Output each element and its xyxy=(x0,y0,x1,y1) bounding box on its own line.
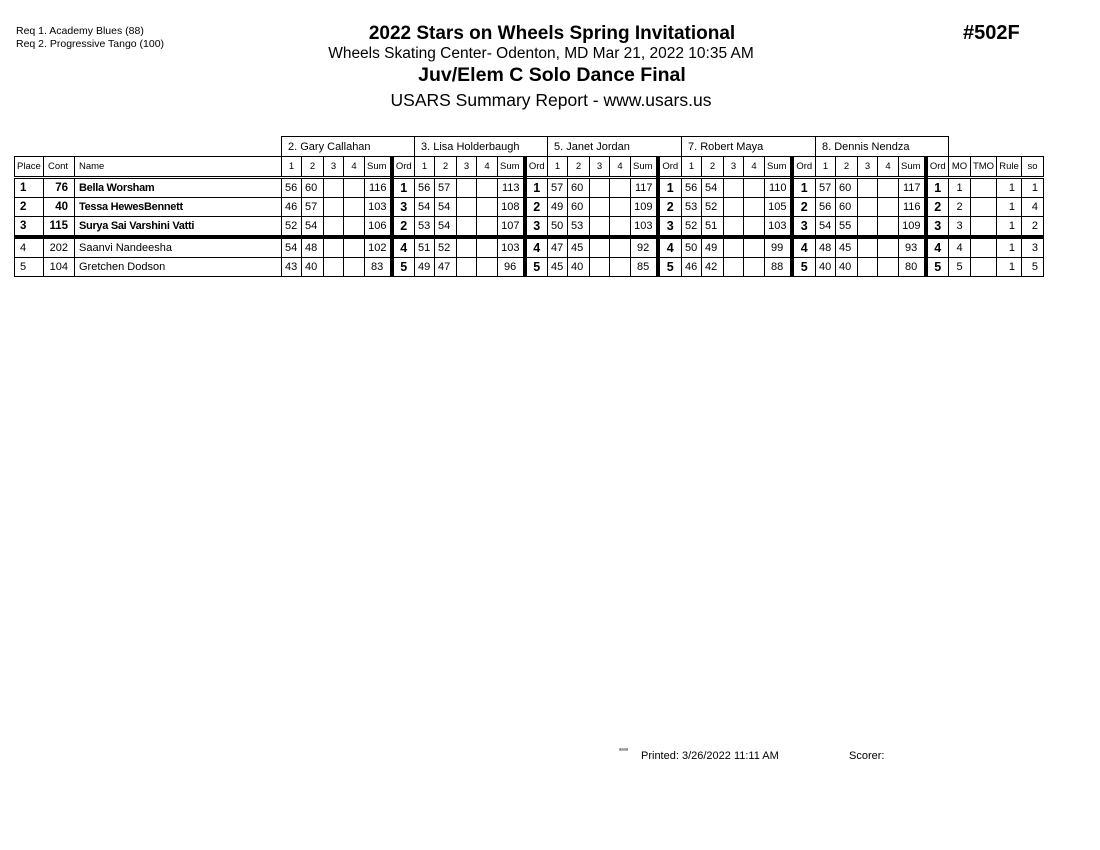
ordinal-cell: 3 xyxy=(525,217,548,238)
so-cell: 2 xyxy=(1022,217,1044,238)
tmo-cell xyxy=(971,258,997,277)
score-4-cell xyxy=(610,217,631,238)
table-row xyxy=(15,178,1044,198)
tmo-cell xyxy=(971,198,997,217)
event-title: Juv/Elem C Solo Dance Final xyxy=(418,64,686,86)
col-header-judge-3-4: 4 xyxy=(610,157,631,178)
col-header-judge-2-sum: Sum xyxy=(498,157,525,178)
col-header-judge-2-3: 3 xyxy=(457,157,477,178)
col-header-judge-1-1: 1 xyxy=(282,157,302,178)
col-header-judge-2-4: 4 xyxy=(477,157,498,178)
ordinal-cell: 2 xyxy=(392,217,415,238)
score-3-cell xyxy=(724,237,744,258)
col-header-judge-4-1: 1 xyxy=(682,157,702,178)
score-3-cell xyxy=(858,258,878,277)
column-header-row xyxy=(15,157,1044,178)
score-3-cell xyxy=(724,198,744,217)
score-3-cell xyxy=(590,258,610,277)
required-dance-2: Req 2. Progressive Tango (100) xyxy=(16,38,165,50)
score-1-cell: 52 xyxy=(682,217,702,238)
score-1-cell: 48 xyxy=(816,237,836,258)
score-2-cell: 54 xyxy=(435,217,457,238)
contestant-number-cell: 115 xyxy=(44,217,75,238)
score-4-cell xyxy=(610,258,631,277)
sum-cell: 109 xyxy=(899,217,926,238)
ordinal-cell: 3 xyxy=(792,217,816,238)
table-row xyxy=(15,217,1044,238)
score-3-cell xyxy=(324,258,344,277)
col-header-judge-3-ord: Ord xyxy=(658,157,682,178)
col-header-judge-4-3: 3 xyxy=(724,157,744,178)
score-4-cell xyxy=(344,237,365,258)
score-3-cell xyxy=(457,217,477,238)
col-header-judge-1-2: 2 xyxy=(302,157,324,178)
col-header-judge-5-2: 2 xyxy=(836,157,858,178)
col-header-judge-1-4: 4 xyxy=(344,157,365,178)
judge-header: 7. Robert Maya xyxy=(682,137,816,157)
score-3-cell xyxy=(858,217,878,238)
results-table xyxy=(14,136,1044,277)
print-code: ᵃᵃᵃᵃ xyxy=(619,748,628,754)
required-dance-1: Req 1. Academy Blues (88) xyxy=(16,25,144,37)
score-1-cell: 57 xyxy=(548,178,568,198)
place-cell: 3 xyxy=(15,217,44,238)
col-header-judge-3-2: 2 xyxy=(568,157,590,178)
score-1-cell: 54 xyxy=(282,237,302,258)
score-1-cell: 51 xyxy=(415,237,435,258)
score-2-cell: 55 xyxy=(836,217,858,238)
so-cell: 3 xyxy=(1022,237,1044,258)
score-3-cell xyxy=(457,178,477,198)
ordinal-cell: 5 xyxy=(392,258,415,277)
so-cell: 5 xyxy=(1022,258,1044,277)
sum-cell: 116 xyxy=(365,178,392,198)
score-3-cell xyxy=(858,178,878,198)
sum-cell: 106 xyxy=(365,217,392,238)
score-2-cell: 60 xyxy=(568,198,590,217)
col-header-judge-1-sum: Sum xyxy=(365,157,392,178)
score-2-cell: 57 xyxy=(302,198,324,217)
score-3-cell xyxy=(724,178,744,198)
judge-header: 2. Gary Callahan xyxy=(282,137,415,157)
contestant-number-cell: 76 xyxy=(44,178,75,198)
col-header-judge-4-ord: Ord xyxy=(792,157,816,178)
rule-cell: 1 xyxy=(997,237,1022,258)
score-2-cell: 60 xyxy=(836,198,858,217)
score-2-cell: 42 xyxy=(702,258,724,277)
score-2-cell: 48 xyxy=(302,237,324,258)
score-4-cell xyxy=(878,198,899,217)
sum-cell: 99 xyxy=(765,237,792,258)
score-4-cell xyxy=(878,237,899,258)
judges-row xyxy=(15,137,1044,157)
score-1-cell: 49 xyxy=(548,198,568,217)
score-4-cell xyxy=(344,217,365,238)
score-1-cell: 46 xyxy=(282,198,302,217)
score-2-cell: 45 xyxy=(836,237,858,258)
score-4-cell xyxy=(344,258,365,277)
score-3-cell xyxy=(590,217,610,238)
col-header-judge-5-3: 3 xyxy=(858,157,878,178)
col-header-judge-5-4: 4 xyxy=(878,157,899,178)
place-cell: 1 xyxy=(15,178,44,198)
score-2-cell: 52 xyxy=(435,237,457,258)
sum-cell: 85 xyxy=(631,258,658,277)
ordinal-cell: 4 xyxy=(792,237,816,258)
score-4-cell xyxy=(344,178,365,198)
score-1-cell: 45 xyxy=(548,258,568,277)
score-4-cell xyxy=(610,178,631,198)
ordinal-cell: 4 xyxy=(926,237,949,258)
score-4-cell xyxy=(744,258,765,277)
location-datetime: Wheels Skating Center- Odenton, MD Mar 21, 2022 10:35 AM xyxy=(328,45,754,62)
ordinal-cell: 1 xyxy=(658,178,682,198)
sum-cell: 117 xyxy=(899,178,926,198)
sum-cell: 103 xyxy=(498,237,525,258)
score-1-cell: 53 xyxy=(415,217,435,238)
ordinal-cell: 3 xyxy=(658,217,682,238)
sum-cell: 103 xyxy=(365,198,392,217)
score-4-cell xyxy=(610,198,631,217)
sum-cell: 110 xyxy=(765,178,792,198)
contestant-number-cell: 40 xyxy=(44,198,75,217)
col-header-judge-3-sum: Sum xyxy=(631,157,658,178)
ordinal-cell: 4 xyxy=(392,237,415,258)
score-3-cell xyxy=(324,217,344,238)
so-cell: 4 xyxy=(1022,198,1044,217)
contestant-number-cell: 104 xyxy=(44,258,75,277)
ordinal-cell: 5 xyxy=(792,258,816,277)
score-2-cell: 40 xyxy=(302,258,324,277)
contestant-number-cell: 202 xyxy=(44,237,75,258)
competition-title: 2022 Stars on Wheels Spring Invitational xyxy=(368,23,736,44)
col-header-so: so xyxy=(1022,157,1044,178)
table-row xyxy=(15,258,1044,277)
col-header-judge-3-1: 1 xyxy=(548,157,568,178)
sum-cell: 113 xyxy=(498,178,525,198)
score-3-cell xyxy=(324,178,344,198)
score-3-cell xyxy=(590,198,610,217)
so-cell: 1 xyxy=(1022,178,1044,198)
score-2-cell: 57 xyxy=(435,178,457,198)
sum-cell: 80 xyxy=(899,258,926,277)
score-1-cell: 56 xyxy=(415,178,435,198)
score-4-cell xyxy=(477,198,498,217)
score-3-cell xyxy=(724,258,744,277)
score-2-cell: 54 xyxy=(702,178,724,198)
mo-cell: 4 xyxy=(949,237,971,258)
sum-cell: 103 xyxy=(765,217,792,238)
sum-cell: 107 xyxy=(498,217,525,238)
score-1-cell: 43 xyxy=(282,258,302,277)
sum-cell: 117 xyxy=(631,178,658,198)
score-2-cell: 45 xyxy=(568,237,590,258)
score-2-cell: 47 xyxy=(435,258,457,277)
score-4-cell xyxy=(744,217,765,238)
score-3-cell xyxy=(590,178,610,198)
sum-cell: 88 xyxy=(765,258,792,277)
sum-cell: 116 xyxy=(899,198,926,217)
col-header-place: Place xyxy=(15,157,44,178)
ordinal-cell: 5 xyxy=(525,258,548,277)
score-2-cell: 52 xyxy=(702,198,724,217)
col-header-judge-5-sum: Sum xyxy=(899,157,926,178)
score-3-cell xyxy=(858,237,878,258)
col-header-tmo: TMO xyxy=(971,157,997,178)
judge-header: 5. Janet Jordan xyxy=(548,137,682,157)
score-4-cell xyxy=(744,178,765,198)
score-3-cell xyxy=(724,217,744,238)
ordinal-cell: 3 xyxy=(926,217,949,238)
sum-cell: 102 xyxy=(365,237,392,258)
col-header-judge-2-1: 1 xyxy=(415,157,435,178)
score-3-cell xyxy=(457,258,477,277)
ordinal-cell: 4 xyxy=(658,237,682,258)
score-4-cell xyxy=(477,258,498,277)
col-header-judge-5-1: 1 xyxy=(816,157,836,178)
score-4-cell xyxy=(878,217,899,238)
col-header-judge-1-3: 3 xyxy=(324,157,344,178)
ordinal-cell: 5 xyxy=(658,258,682,277)
scorer-label: Scorer: xyxy=(849,750,885,762)
ordinal-cell: 1 xyxy=(525,178,548,198)
col-header-name: Name xyxy=(75,157,282,178)
tmo-cell xyxy=(971,237,997,258)
score-2-cell: 49 xyxy=(702,237,724,258)
score-3-cell xyxy=(858,198,878,217)
place-cell: 4 xyxy=(15,237,44,258)
ordinal-cell: 4 xyxy=(525,237,548,258)
contestant-name-cell: Bella Worsham xyxy=(75,178,282,198)
score-1-cell: 47 xyxy=(548,237,568,258)
col-header-judge-3-3: 3 xyxy=(590,157,610,178)
sum-cell: 83 xyxy=(365,258,392,277)
contestant-name-cell: Gretchen Dodson xyxy=(75,258,282,277)
sum-cell: 103 xyxy=(631,217,658,238)
contestant-name-cell: Surya Sai Varshini Vatti xyxy=(75,217,282,238)
rule-cell: 1 xyxy=(997,178,1022,198)
ordinal-cell: 3 xyxy=(392,198,415,217)
mo-cell: 5 xyxy=(949,258,971,277)
score-1-cell: 54 xyxy=(415,198,435,217)
ordinal-cell: 1 xyxy=(392,178,415,198)
tmo-cell xyxy=(971,178,997,198)
sum-cell: 109 xyxy=(631,198,658,217)
score-3-cell xyxy=(324,198,344,217)
judge-header: 8. Dennis Nendza xyxy=(816,137,949,157)
mo-cell: 3 xyxy=(949,217,971,238)
contestant-name-cell: Saanvi Nandeesha xyxy=(75,237,282,258)
rule-cell: 1 xyxy=(997,217,1022,238)
score-2-cell: 54 xyxy=(302,217,324,238)
col-header-judge-2-ord: Ord xyxy=(525,157,548,178)
table-row xyxy=(15,237,1044,258)
score-2-cell: 40 xyxy=(836,258,858,277)
col-header-judge-2-2: 2 xyxy=(435,157,457,178)
judge-header: 3. Lisa Holderbaugh xyxy=(415,137,548,157)
score-4-cell xyxy=(610,237,631,258)
sum-cell: 92 xyxy=(631,237,658,258)
score-1-cell: 50 xyxy=(682,237,702,258)
score-1-cell: 46 xyxy=(682,258,702,277)
score-4-cell xyxy=(477,237,498,258)
score-1-cell: 50 xyxy=(548,217,568,238)
score-4-cell xyxy=(477,178,498,198)
sum-cell: 96 xyxy=(498,258,525,277)
mo-cell: 1 xyxy=(949,178,971,198)
tmo-cell xyxy=(971,217,997,238)
score-1-cell: 54 xyxy=(816,217,836,238)
score-2-cell: 60 xyxy=(568,178,590,198)
ordinal-cell: 2 xyxy=(525,198,548,217)
sum-cell: 93 xyxy=(899,237,926,258)
score-4-cell xyxy=(878,258,899,277)
place-cell: 5 xyxy=(15,258,44,277)
col-header-judge-4-sum: Sum xyxy=(765,157,792,178)
mo-cell: 2 xyxy=(949,198,971,217)
contestant-name-cell: Tessa HewesBennett xyxy=(75,198,282,217)
col-header-judge-4-4: 4 xyxy=(744,157,765,178)
score-2-cell: 54 xyxy=(435,198,457,217)
score-1-cell: 52 xyxy=(282,217,302,238)
col-header-judge-1-ord: Ord xyxy=(392,157,415,178)
score-4-cell xyxy=(744,198,765,217)
score-3-cell xyxy=(457,198,477,217)
table-row xyxy=(15,198,1044,217)
place-cell: 2 xyxy=(15,198,44,217)
col-header-mo: MO xyxy=(949,157,971,178)
rule-cell: 1 xyxy=(997,198,1022,217)
col-header-cont: Cont xyxy=(44,157,75,178)
score-2-cell: 60 xyxy=(302,178,324,198)
score-1-cell: 53 xyxy=(682,198,702,217)
score-3-cell xyxy=(324,237,344,258)
score-3-cell xyxy=(590,237,610,258)
score-4-cell xyxy=(477,217,498,238)
score-4-cell xyxy=(744,237,765,258)
ordinal-cell: 2 xyxy=(792,198,816,217)
score-3-cell xyxy=(457,237,477,258)
score-1-cell: 57 xyxy=(816,178,836,198)
score-2-cell: 53 xyxy=(568,217,590,238)
rule-cell: 1 xyxy=(997,258,1022,277)
score-2-cell: 60 xyxy=(836,178,858,198)
score-1-cell: 56 xyxy=(816,198,836,217)
ordinal-cell: 1 xyxy=(792,178,816,198)
ordinal-cell: 1 xyxy=(926,178,949,198)
sum-cell: 105 xyxy=(765,198,792,217)
ordinal-cell: 2 xyxy=(926,198,949,217)
ordinal-cell: 5 xyxy=(926,258,949,277)
score-4-cell xyxy=(878,178,899,198)
ordinal-cell: 2 xyxy=(658,198,682,217)
col-header-judge-4-2: 2 xyxy=(702,157,724,178)
score-1-cell: 56 xyxy=(682,178,702,198)
score-2-cell: 40 xyxy=(568,258,590,277)
score-1-cell: 56 xyxy=(282,178,302,198)
report-title: USARS Summary Report - www.usars.us xyxy=(390,90,712,110)
col-header-rule: Rule xyxy=(997,157,1022,178)
score-4-cell xyxy=(344,198,365,217)
score-1-cell: 40 xyxy=(816,258,836,277)
score-1-cell: 49 xyxy=(415,258,435,277)
printed-timestamp: Printed: 3/26/2022 11:11 AM xyxy=(641,750,779,762)
event-number: #502F xyxy=(963,22,1020,44)
sum-cell: 108 xyxy=(498,198,525,217)
score-2-cell: 51 xyxy=(702,217,724,238)
col-header-judge-5-ord: Ord xyxy=(926,157,949,178)
